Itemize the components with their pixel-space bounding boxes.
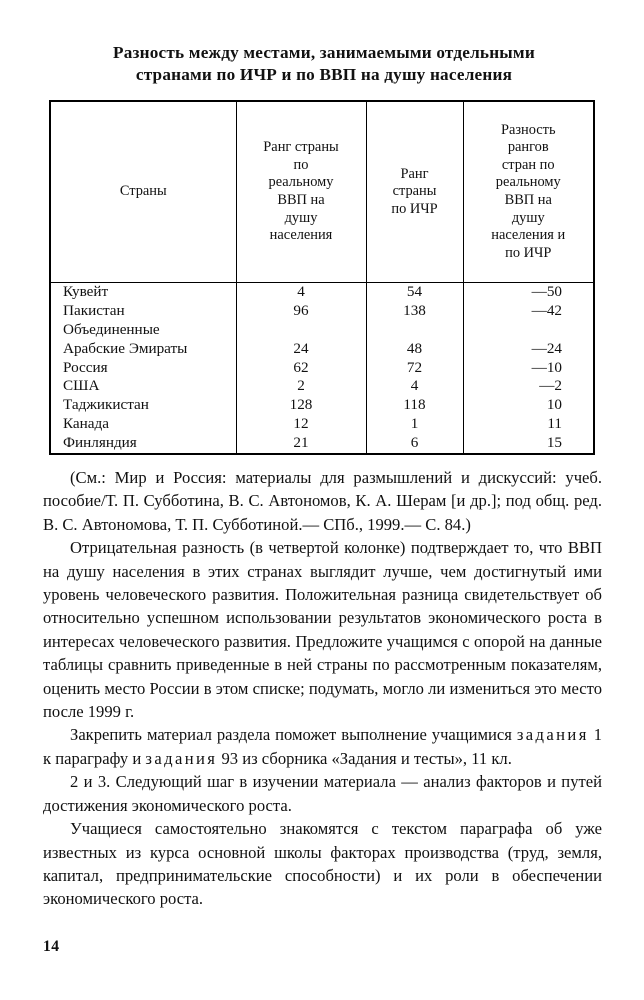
- hdi-rank-value: 54: [406, 283, 423, 300]
- country-value: Объединенные: [63, 320, 160, 338]
- hdi-rank-value: 48: [406, 339, 423, 357]
- paragraph-production-factors: Учащиеся самостоятельно знакомятся с текстом параграфа об уже известных из курса основной школы факторах производства (труд, земля, капитал, предпринимательские способности) и их роли в обеспечении экономического роста.: [43, 819, 602, 909]
- assignments-text-a: Закрепить материал раздела поможет выполнение учащимися: [70, 725, 517, 745]
- column-header-hdi-rank: Ранг страны по ИЧР: [366, 101, 463, 283]
- assignments-text-c: 93 из сборника «Задания и тесты», 11 кл.: [217, 748, 512, 768]
- gdp-rank-value: 21: [293, 434, 309, 452]
- hdi-rank-list: [367, 283, 463, 453]
- hdi-rank-value: 6: [410, 434, 419, 452]
- body-text: [43, 466, 602, 911]
- country-value: Пакистан: [63, 301, 125, 319]
- difference-value: 10: [546, 396, 562, 414]
- hdi-rank-value: 72: [406, 358, 423, 376]
- negative-dash: —: [531, 358, 547, 376]
- negative-dash: —: [539, 377, 555, 395]
- country-value: Кувейт: [63, 283, 109, 300]
- gdp-rank-value: 62: [293, 358, 309, 376]
- rank-difference-table: [49, 100, 595, 455]
- country-value: Таджикистан: [63, 396, 149, 414]
- country-cell-group: [50, 283, 236, 455]
- difference-value: 15: [546, 434, 562, 452]
- paragraph-source: (См.: Мир и Россия: материалы для размышлений и дискуссий: учеб. пособие/Т. П. Субботина, В. С. Автономов, К. А. Шерам [и др.]; под общ. ред. В. С. Автономова, Т. П. Субботиной.— СПб., 1999.— С. 84.): [43, 468, 602, 534]
- gdp-rank-value: 4: [297, 283, 305, 300]
- difference-cell-group: [463, 283, 594, 455]
- gdp-rank-value: 24: [293, 339, 309, 357]
- difference-value: —42: [531, 301, 562, 319]
- gdp-rank-value: 2: [297, 377, 305, 395]
- country-value: Канада: [63, 415, 110, 433]
- page-title-line-1: Разность между местами, занимаемыми отдельными: [113, 43, 535, 62]
- negative-dash: —: [531, 339, 547, 357]
- hdi-rank-cell-group: [366, 283, 463, 455]
- hdi-rank-value: [367, 321, 463, 340]
- column-header-difference: Разность рангов стран по реальному ВВП на душу населения и по ИЧР: [463, 101, 594, 283]
- gdp-rank-value: 96: [293, 301, 309, 319]
- gdp-rank-cell-group: [236, 283, 366, 455]
- country-value: Россия: [63, 358, 108, 376]
- difference-value: —10: [531, 358, 562, 376]
- gdp-rank-list: [237, 283, 366, 453]
- page-title-line-2: странами по ИЧР и по ВВП на душу населения: [135, 65, 513, 84]
- paragraph-analysis: Отрицательная разность (в четвертой колонке) подтверждает то, что ВВП на душу населения в этих странах выглядит лучше, чем достигнутый ими уровень человеческого развития. Положительная разница свидетельствует об относительно успешном использовании результатов экономического роста в интересах человеческого развития. Предложите учащимся с опорой на данные таблицы сравнить приведенные в ней страны по рассмотренным показателям, оценить место России в этом списке; подумать, могло ли измениться это место после 1999 г.: [43, 538, 602, 722]
- hdi-rank-value: 138: [403, 301, 426, 319]
- hdi-rank-value: 4: [410, 377, 419, 395]
- page-title: [52, 42, 596, 86]
- assignments-emphasis-1: задания: [516, 725, 589, 745]
- difference-value: —24: [531, 339, 562, 357]
- negative-dash: —: [531, 283, 547, 300]
- page-number: 14: [43, 938, 60, 955]
- assignments-emphasis-2: задания: [145, 748, 218, 768]
- gdp-rank-value: 128: [289, 396, 313, 414]
- country-list: [51, 283, 236, 453]
- paragraph-assignments: [43, 723, 602, 770]
- table-header-row: [50, 101, 594, 283]
- hdi-rank-value: 118: [403, 396, 426, 414]
- gdp-rank-value: 12: [293, 415, 309, 433]
- table-header: [50, 101, 594, 283]
- hdi-rank-value: 1: [410, 415, 419, 433]
- column-header-country: Страны: [50, 101, 236, 283]
- country-value: США: [63, 377, 100, 395]
- table-body-row: [50, 283, 594, 455]
- assignments-text-b: 1 к параграфу и: [43, 725, 602, 768]
- column-header-gdp-rank: Ранг страны по реальному ВВП на душу населения: [236, 101, 366, 283]
- country-value: Арабские Эмираты: [63, 339, 188, 357]
- difference-value: [464, 321, 594, 340]
- difference-list: [464, 283, 594, 453]
- difference-value: 11: [547, 415, 562, 433]
- paragraph-next-step: 2 и 3. Следующий шаг в изучении материала — анализ факторов и путей достижения экономического роста.: [43, 772, 602, 815]
- gdp-rank-value: [237, 321, 366, 340]
- country-value: Финляндия: [63, 434, 137, 452]
- difference-value: —50: [531, 283, 562, 300]
- negative-dash: —: [531, 301, 547, 319]
- table-body: [50, 283, 594, 455]
- difference-value: —2: [539, 377, 562, 395]
